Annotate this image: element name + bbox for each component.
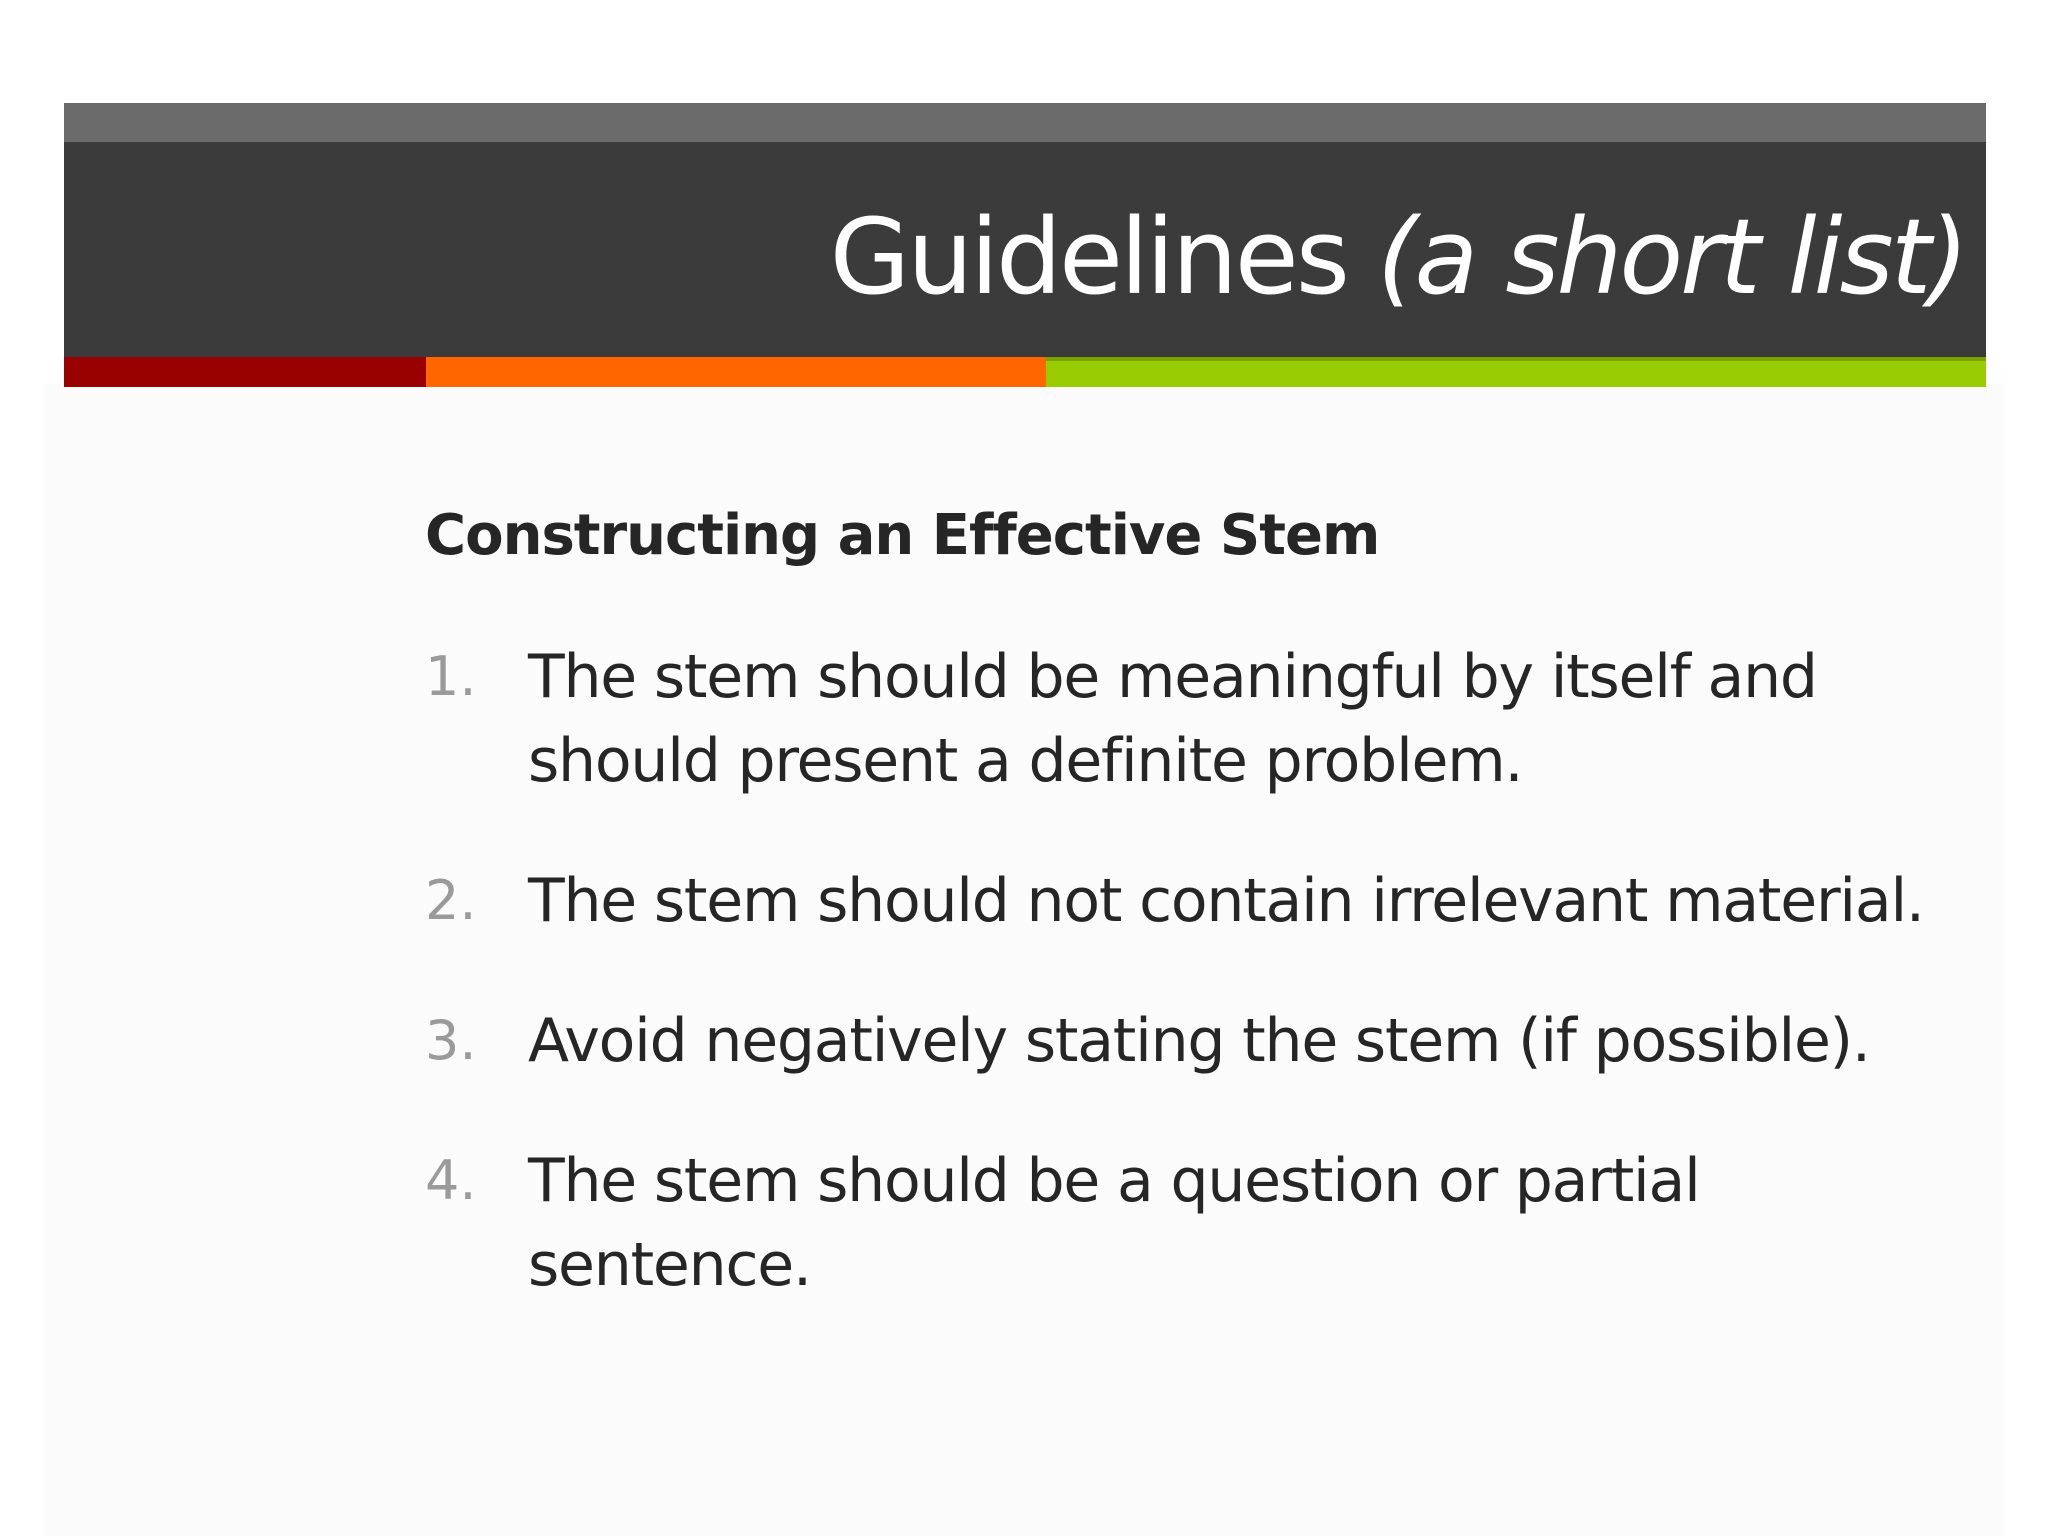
list-item-number: 3. [425, 1009, 477, 1072]
guideline-list [425, 635, 1985, 1363]
list-item [425, 1139, 1985, 1307]
accent-bar-green-edge [1046, 357, 1986, 361]
slide-title-main: Guidelines [829, 196, 1347, 318]
header-top-strip [64, 103, 1986, 143]
slide-title-italic: (a short list) [1376, 196, 1966, 318]
list-item [425, 999, 1985, 1083]
accent-bar-orange [426, 357, 1046, 387]
list-item [425, 635, 1985, 803]
list-item-text: The stem should be a question or partial sentence. [528, 1146, 1700, 1300]
list-item [425, 859, 1985, 943]
list-item-text: Avoid negatively stating the stem (if possible). [528, 1006, 1870, 1076]
accent-bar-red [64, 357, 426, 387]
accent-bar-green [1046, 357, 1986, 387]
list-item-number: 2. [425, 869, 477, 932]
list-item-text: The stem should not contain irrelevant material. [528, 866, 1924, 936]
section-subtitle: Constructing an Effective Stem [425, 503, 1380, 568]
list-item-text: The stem should be meaningful by itself and should present a definite problem. [528, 642, 1817, 796]
list-item-number: 4. [425, 1149, 477, 1212]
slide-title [830, 182, 1966, 332]
list-item-number: 1. [425, 645, 477, 708]
